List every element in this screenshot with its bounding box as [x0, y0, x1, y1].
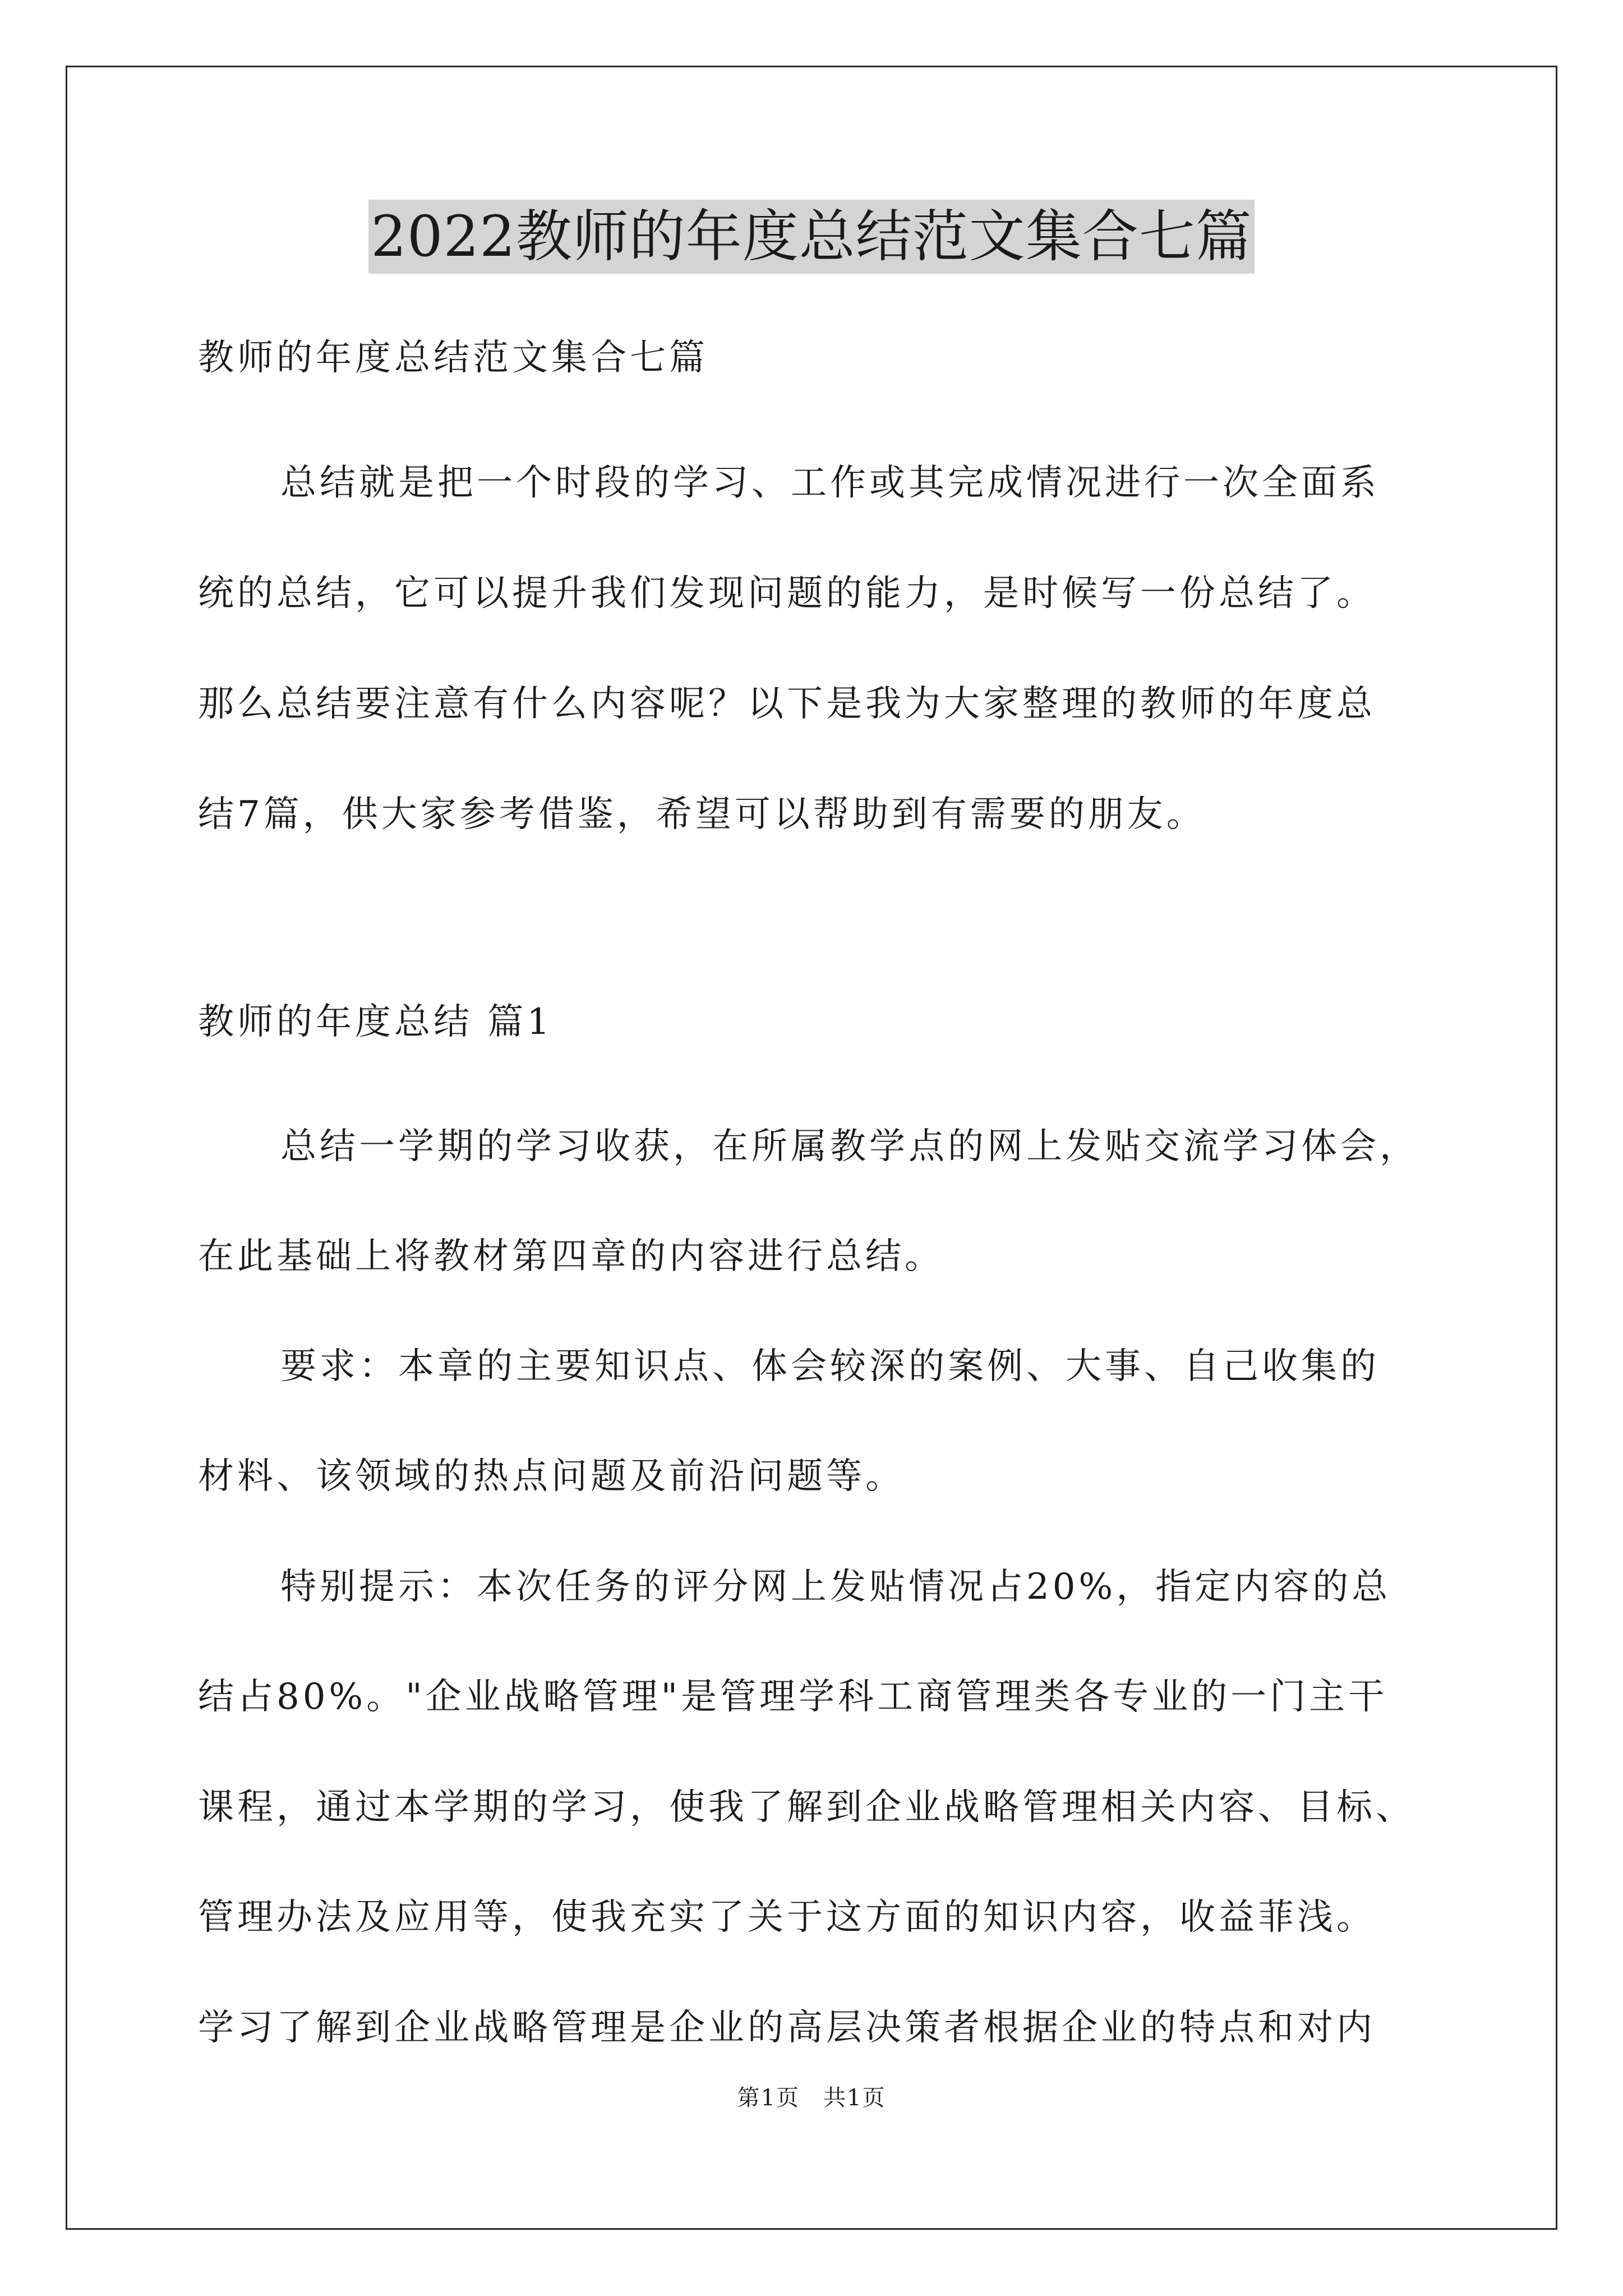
subtitle-line: 教师的年度总结范文集合七篇: [198, 337, 708, 379]
body-line-1: 总结一学期的学习收获，在所属教学点的网上发贴交流学习体会，: [280, 1126, 1419, 1167]
body-line-4: 材料、该领域的热点问题及前沿问题等。: [198, 1456, 905, 1497]
intro-line-1: 总结就是把一个时段的学习、工作或其完成情况进行一次全面系: [280, 462, 1380, 504]
body-line-8: 管理办法及应用等，使我充实了关于这方面的知识内容，收益菲浅。: [198, 1897, 1376, 1938]
intro-line-4: 结7篇，供大家参考借鉴，希望可以帮助到有需要的朋友。: [198, 794, 1206, 835]
document-title: [0, 200, 1623, 274]
body-line-6: 结占80%。"企业战略管理"是管理学科工商管理类各专业的一门主干: [198, 1676, 1388, 1718]
body-line-5: 特别提示：本次任务的评分网上发贴情况占20%，指定内容的总: [280, 1566, 1391, 1608]
page-footer: 第1页 共1页: [737, 2085, 886, 2111]
section-heading: 教师的年度总结 篇1: [198, 1001, 554, 1043]
body-line-2: 在此基础上将教材第四章的内容进行总结。: [198, 1236, 944, 1277]
body-line-9: 学习了解到企业战略管理是企业的高层决策者根据企业的特点和对内: [198, 2007, 1376, 2049]
body-line-7: 课程，通过本学期的学习，使我了解到企业战略管理相关内容、目标、: [198, 1787, 1415, 1828]
body-line-3: 要求：本章的主要知识点、体会较深的案例、大事、自己收集的: [280, 1346, 1380, 1387]
intro-line-2: 统的总结，它可以提升我们发现问题的能力，是时候写一份总结了。: [198, 573, 1376, 614]
intro-line-3: 那么总结要注意有什么内容呢？以下是我为大家整理的教师的年度总: [198, 683, 1376, 725]
document-title-text: 2022教师的年度总结范文集合七篇: [368, 200, 1255, 274]
